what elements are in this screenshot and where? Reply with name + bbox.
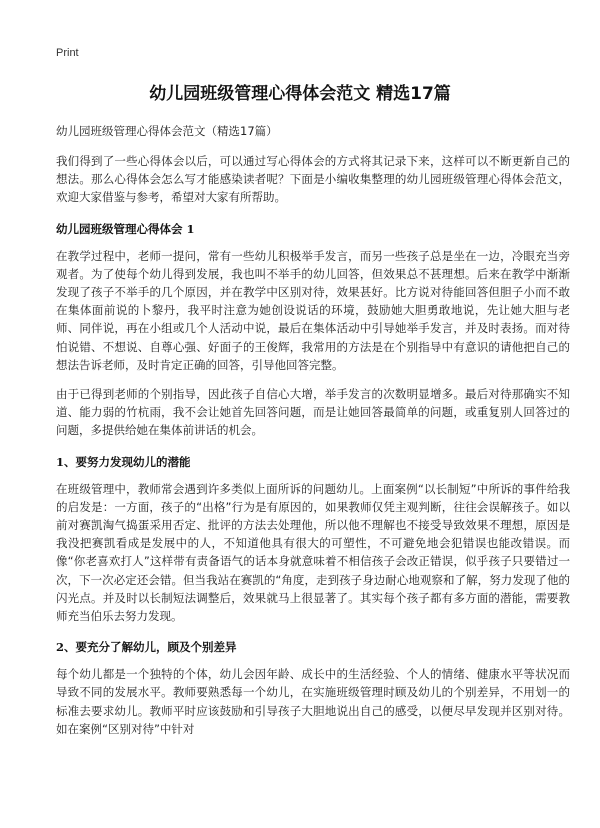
section2-paragraph-1: 在班级管理中，教师常会遇到许多类似上面所诉的问题幼儿。上面案例“以长制短”中所诉的事件给我的启发是：一方面，孩子的“出格”行为是有原因的，如果教师仅凭主观判断，往往会误解孩子。如以前对赛凯淘气捣蛋采用否定、批评的方法去处理他，所以他不理解也不接受导致效果不理想，原因是我没把赛凯看成是发展中的人，不知道他具有很大的可塑性，不可避免地会犯错误也能改错误。而像“你老喜欢打人”这样带有责备语气的话本身就意味着不相信孩子会改正错误，似乎孩子只要错过一次，下一次必定还会错。但当我站在赛凯的“角度，走到孩子身边耐心地观察和了解，努力发现了他的闪光点。并及时以长制短法调整后，效果就马上很显著了。其实每个孩子都有多方面的潜能，需要教师充当伯乐去努力发现。	[56, 481, 570, 624]
intro-paragraph: 我们得到了一些心得体会以后，可以通过写心得体会的方式将其记录下来，这样可以不断更新自己的想法。那么心得体会怎么写才能感染读者呢？下面是小编收集整理的幼儿园班级管理心得体会范文，欢迎大家借鉴与参考，希望对大家有所帮助。	[56, 154, 570, 205]
section1-paragraph-2: 由于已得到老师的个别指导，因此孩子自信心大增，举手发言的次数明显增多。最后对待那确实不知道、能力弱的竹杭雨，我不会让她首先回答问题，而是让她回答最简单的问题，或重复别人回答过的问题，多提供给她在集体前讲话的机会。	[56, 387, 570, 438]
section3-paragraph-1: 每个幼儿都是一个独特的个体，幼儿会因年龄、成长中的生活经验、个人的情绪、健康水平等状况而导致不同的发展水平。教师要熟悉每一个幼儿，在实施班级管理时顾及幼儿的个别差异，不用划一的标准去要求幼儿。教师平时应该鼓励和引导孩子大胆地说出自己的感受，以便尽早发现并区别对待。如在案例“区别对待”中针对	[56, 667, 570, 736]
page-title: 幼儿园班级管理心得体会范文 精选17篇	[149, 84, 451, 104]
section-heading-2: 1、要努力发现幼儿的潜能	[56, 454, 191, 469]
section1-paragraph-1: 在教学过程中，老师一提问，常有一些幼儿积极举手发言，而另一些孩子总是坐在一边，冷眼充当旁观者。为了使每个幼儿得到发展，我也叫不举手的幼儿回答，但效果总不甚理想。后来在教学中渐渐发现了孩子不举手的几个原因，并在教学中区别对待，效果甚好。比方说对待能回答但胆子小而不敢在集体面前说的卜黎丹，我平时注意为她创设说话的环境，鼓励她大胆勇敢地说，先让她大胆与老师、同伴说，再在小组或几个人活动中说，最后在集体活动中引导她举手发言，并及时表扬。而对待怕说错、不想说、自尊心强、好面子的王俊辉，我常用的方法是在个别指导中有意识的请他把自己的想法告诉老师，及时肯定正确的回答，引导他回答完整。	[56, 248, 570, 372]
article-body	[56, 122, 570, 749]
print-link[interactable]: Print	[56, 47, 79, 59]
article-subtitle: 幼儿园班级管理心得体会范文（精选17篇）	[56, 124, 278, 138]
section-heading-1: 幼儿园班级管理心得体会 1	[56, 221, 195, 236]
section-heading-3: 2、要充分了解幼儿，顾及个别差异	[56, 640, 237, 655]
